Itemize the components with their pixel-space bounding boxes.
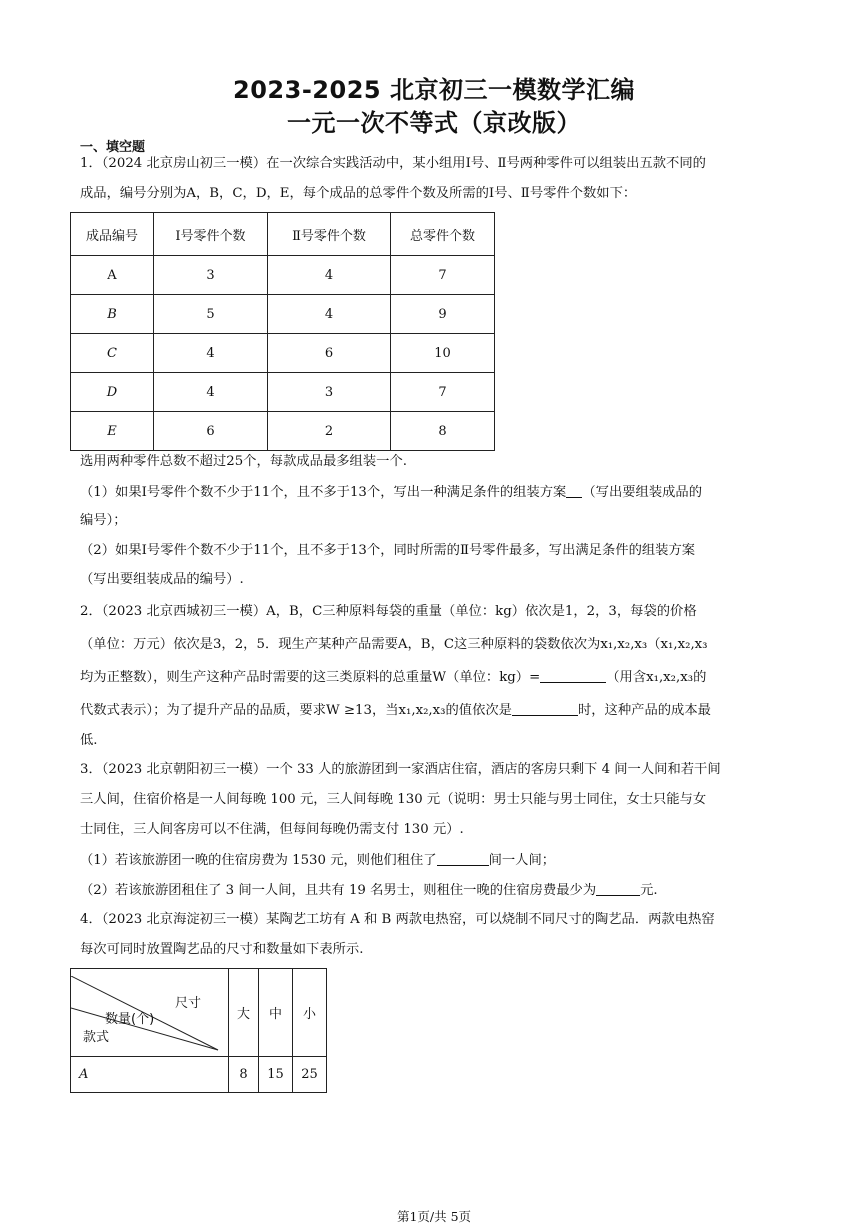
table-row	[71, 412, 495, 451]
section-heading: 一、填空题	[80, 140, 146, 155]
table-cell: 10	[391, 334, 495, 373]
q4-table-header: 中	[259, 969, 293, 1057]
table-cell: A	[71, 256, 154, 295]
answer-blank[interactable]	[566, 483, 582, 498]
q4-line2: 每次可同时放置陶艺品的尺寸和数量如下表所示.	[80, 942, 364, 957]
q1-part1-cont: 编号）；	[80, 513, 127, 528]
table-cell: 3	[154, 256, 268, 295]
q2-line3-text: 均为正整数），则生产这种产品时需要的这三类原料的总重量W（单位：kg）=	[80, 670, 541, 685]
table-cell: 25	[293, 1057, 327, 1093]
q3-part1-tail: 间一人间；	[488, 853, 556, 868]
table-cell: 8	[229, 1057, 259, 1093]
table-cell: 7	[391, 373, 495, 412]
table-cell: 6	[268, 334, 391, 373]
answer-blank[interactable]	[540, 668, 606, 683]
table-cell: 4	[268, 256, 391, 295]
table-cell: 7	[391, 256, 495, 295]
table-row	[71, 295, 495, 334]
q2-line1: 2．（2023 北京西城初三一模）A，B，C三种原料每袋的重量（单位：kg）依次是1，2，3，每袋的价格	[80, 604, 697, 619]
q3-part2-text: （2）若该旅游团租住了 3 间一人间，且共有 19 名男士，则租住一晚的住宿房费最少为	[80, 883, 597, 898]
q1-line1: 1．（2024 北京房山初三一模）在一次综合实践活动中，某小组用Ⅰ号、Ⅱ号两种零件可以组装出五款不同的	[80, 156, 706, 171]
q3-part2	[80, 881, 658, 900]
table-cell: B	[71, 295, 154, 334]
q1-table-header: Ⅱ号零件个数	[268, 213, 391, 256]
q1-line2: 成品，编号分别为A，B，C，D，E，每个成品的总零件个数及所需的Ⅰ号、Ⅱ号零件个数如下：	[80, 186, 637, 201]
diag-label-quantity: 数量(个)	[105, 1011, 155, 1027]
q2-line3	[80, 668, 706, 687]
table-cell: D	[71, 373, 154, 412]
page-subtitle: 一元一次不等式（京改版）	[287, 109, 581, 137]
table-cell: 9	[391, 295, 495, 334]
q4-table-header: 大	[229, 969, 259, 1057]
diag-label-size: 尺寸	[175, 995, 202, 1011]
answer-blank[interactable]	[596, 881, 640, 896]
table-cell: 6	[154, 412, 268, 451]
answer-blank[interactable]	[437, 851, 489, 866]
q2-line2: （单位：万元）依次是3，2，5．现生产某种产品需要A，B，C这三种原料的袋数依次为x₁,x₂,x₃（x₁,x₂,x₃	[80, 637, 708, 652]
q1-table	[70, 212, 495, 451]
table-cell: A	[71, 1057, 229, 1093]
table-cell: 4	[154, 334, 268, 373]
q1-part1	[80, 483, 702, 502]
q1-table-header: 总零件个数	[391, 213, 495, 256]
diag-label-model: 款式	[83, 1029, 110, 1045]
table-cell: 3	[268, 373, 391, 412]
table-cell: 8	[391, 412, 495, 451]
q3-line3: 士同住，三人间客房可以不住满，但每间每晚仍需支付 130 元）.	[80, 822, 464, 837]
q4-line1: 4．（2023 北京海淀初三一模）某陶艺工坊有 A 和 B 两款电热窑，可以烧制不同尺寸的陶艺品．两款电热窑	[80, 912, 715, 927]
answer-blank[interactable]	[512, 701, 578, 716]
q3-line1: 3．（2023 北京朝阳初三一模）一个 33 人的旅游团到一家酒店住宿，酒店的客房只剩下 4 间一人间和若干间	[80, 762, 721, 777]
q1-part2: （2）如果Ⅰ号零件个数不少于11个，且不多于13个，同时所需的Ⅱ号零件最多，写出满足条件的组装方案	[80, 543, 696, 558]
q2-line4-text: 代数式表示）；为了提升产品的品质，要求W ≥13，当x₁,x₂,x₃的值依次是	[80, 703, 512, 718]
page-title: 2023-2025 北京初三一模数学汇编	[233, 76, 635, 104]
q4-table-header: 小	[293, 969, 327, 1057]
q3-part1	[80, 851, 555, 870]
q4-diagonal-header	[71, 969, 229, 1057]
q3-part1-text: （1）若该旅游团一晚的住宿房费为 1530 元，则他们租住了	[80, 853, 437, 868]
q2-line5: 低.	[80, 733, 98, 748]
q1-part1-text: （1）如果Ⅰ号零件个数不少于11个，且不多于13个，写出一种满足条件的组装方案	[80, 485, 567, 500]
q3-part2-tail: 元.	[640, 883, 658, 898]
q4-table	[70, 968, 327, 1093]
table-cell: 4	[268, 295, 391, 334]
table-row	[71, 373, 495, 412]
q3-line2: 三人间，住宿价格是一人间每晚 100 元，三人间每晚 130 元（说明：男士只能与男士同住，女士只能与女	[80, 792, 707, 807]
q2-line4-tail: 时，这种产品的成本最	[577, 703, 711, 718]
page-footer: 第1页/共 5页	[396, 1209, 472, 1224]
table-cell: C	[71, 334, 154, 373]
table-cell: 15	[259, 1057, 293, 1093]
table-row	[71, 334, 495, 373]
q1-part1-hint: （写出要组装成品的	[582, 485, 703, 500]
table-cell: 5	[154, 295, 268, 334]
q1-note: 选用两种零件总数不超过25个，每款成品最多组装一个.	[80, 454, 407, 469]
table-cell: E	[71, 412, 154, 451]
table-row	[71, 256, 495, 295]
table-cell: 2	[268, 412, 391, 451]
q1-table-header: 成品编号	[71, 213, 154, 256]
q1-table-header: Ⅰ号零件个数	[154, 213, 268, 256]
q1-part2-cont: （写出要组装成品的编号）.	[80, 572, 244, 587]
q2-line3-hint: （用含x₁,x₂,x₃的	[606, 670, 707, 685]
q2-line4	[80, 701, 711, 720]
table-cell: 4	[154, 373, 268, 412]
